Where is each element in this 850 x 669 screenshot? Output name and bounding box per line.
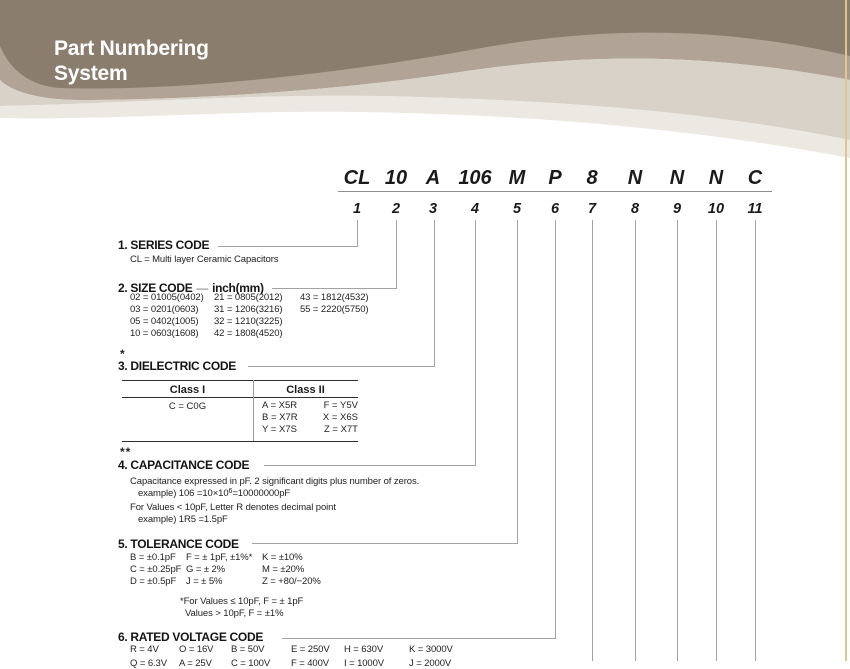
- size-code-cell: 21 = 0805(2012): [214, 292, 283, 303]
- tolerance-cell: Z = +80/−20%: [262, 576, 321, 587]
- table-header-border: [122, 397, 358, 398]
- example-text: =10000000pF: [232, 488, 291, 499]
- section-title: SERIES CODE: [130, 238, 210, 252]
- tolerance-cell: G = ± 2%: [186, 564, 225, 575]
- tolerance-cell: B = ±0.1pF: [130, 552, 176, 563]
- position-number: 2: [391, 201, 401, 217]
- section-title: RATED VOLTAGE CODE: [130, 630, 264, 644]
- voltage-cell: I = 1000V: [344, 658, 385, 669]
- section-tolerance-heading: [118, 537, 239, 551]
- part-number-segment: N: [627, 167, 643, 189]
- position-number: 7: [587, 201, 597, 217]
- section-number: 4.: [118, 458, 128, 472]
- section-number: 2.: [118, 281, 128, 295]
- voltage-cell: C = 100V: [231, 658, 271, 669]
- capacitance-star-note: **: [120, 445, 132, 459]
- class2-row: [262, 412, 358, 423]
- section-title: TOLERANCE CODE: [130, 537, 239, 551]
- class2-row: [262, 400, 358, 411]
- position-number: 8: [630, 201, 640, 217]
- dielectric-code: Y = X7S: [262, 424, 297, 435]
- size-unit-mm: (mm): [235, 281, 264, 295]
- voltage-cell: J = 2000V: [409, 658, 452, 669]
- page-edge-accent-line: [845, 0, 847, 661]
- table-column-divider: [253, 380, 254, 441]
- part-number-segment: 8: [586, 167, 598, 189]
- section-number: 5.: [118, 537, 128, 551]
- leader-line-5: [252, 220, 518, 544]
- voltage-cell: H = 630V: [344, 644, 384, 655]
- section-title: SIZE CODE: [130, 281, 193, 295]
- tolerance-footnote1: *For Values ≤ 10pF, F = ± 1pF: [180, 596, 304, 607]
- size-code-cell: 03 = 0201(0603): [130, 304, 199, 315]
- voltage-cell: E = 250V: [291, 644, 330, 655]
- leader-line-2: [272, 220, 397, 289]
- voltage-cell: B = 50V: [231, 644, 265, 655]
- voltage-cell: F = 400V: [291, 658, 330, 669]
- example-text: example) 106 =10×10: [138, 488, 229, 499]
- position-number: 6: [550, 201, 560, 217]
- position-number: 5: [512, 201, 522, 217]
- part-number-segment: P: [548, 167, 562, 189]
- tolerance-cell: F = ± 1pF, ±1%*: [186, 552, 253, 563]
- part-number-segment: CL: [343, 167, 371, 189]
- section-title: CAPACITANCE CODE: [130, 458, 250, 472]
- voltage-cell: A = 25V: [179, 658, 212, 669]
- position-number: 1: [352, 201, 362, 217]
- voltage-cell: Q = 6.3V: [130, 658, 167, 669]
- section-capacitance-heading: [118, 458, 249, 472]
- section-number: 6.: [118, 630, 128, 644]
- size-code-cell: 32 = 1210(3225): [214, 316, 283, 327]
- page-title-line1: Part Numbering: [54, 37, 209, 60]
- size-code-cell: 02 = 01005(0402): [130, 292, 204, 303]
- section-voltage-heading: [118, 630, 263, 644]
- size-code-cell: 10 = 0603(1608): [130, 328, 199, 339]
- section-series-heading: [118, 238, 209, 252]
- position-number: 3: [428, 201, 438, 217]
- tolerance-cell: C = ±0.25pF: [130, 564, 182, 575]
- position-number: 11: [747, 201, 763, 217]
- capacitance-example1: [138, 488, 290, 499]
- part-number-segment: 106: [458, 167, 492, 189]
- position-number: 9: [672, 201, 682, 217]
- voltage-cell: K = 3000V: [409, 644, 453, 655]
- dielectric-code: A = X5R: [262, 400, 298, 411]
- tolerance-cell: D = ±0.5pF: [130, 576, 177, 587]
- capacitance-example2: example) 1R5 =1.5pF: [138, 514, 228, 525]
- table-top-border: [122, 380, 358, 381]
- part-number-segment: N: [669, 167, 685, 189]
- series-description: CL = Multi layer Ceramic Capacitors: [130, 254, 279, 265]
- section-number: 1.: [118, 238, 128, 252]
- section-dielectric-heading: [118, 359, 236, 373]
- size-code-cell: 31 = 1206(3216): [214, 304, 283, 315]
- part-number-segment: N: [708, 167, 724, 189]
- capacitance-line2: For Values < 10pF, Letter R denotes decimal point: [130, 502, 336, 513]
- dielectric-code: Z = X7T: [323, 424, 358, 435]
- size-code-cell: 05 = 0402(1005): [130, 316, 199, 327]
- part-number-segment: C: [747, 167, 763, 189]
- dielectric-code: X = X6S: [322, 412, 358, 423]
- part-number-segment: 10: [384, 167, 408, 189]
- section-number: 3.: [118, 359, 128, 373]
- class1-value: C = C0G: [168, 401, 207, 412]
- tolerance-cell: M = ±20%: [262, 564, 305, 575]
- position-number: 10: [707, 201, 725, 217]
- tolerance-cell: K = ±10%: [262, 552, 303, 563]
- page-title-line2: System: [54, 62, 128, 85]
- table-bottom-border: [122, 441, 358, 442]
- part-number-segment: A: [425, 167, 441, 189]
- exponent: 6: [228, 487, 233, 495]
- leader-line-1: [218, 220, 358, 247]
- table-header-class1: Class I: [169, 384, 206, 396]
- class2-row: [262, 424, 358, 435]
- section-title: DIELECTRIC CODE: [130, 359, 236, 373]
- part-number-segment: M: [508, 167, 526, 189]
- dielectric-star-note: *: [120, 347, 126, 361]
- dielectric-code: B = X7R: [262, 412, 298, 423]
- voltage-cell: R = 4V: [130, 644, 159, 655]
- table-header-class2: Class II: [286, 384, 325, 396]
- capacitance-line1: Capacitance expressed in pF. 2 significant digits plus number of zeros.: [130, 476, 420, 487]
- dielectric-code: F = Y5V: [323, 400, 358, 411]
- dash: —: [196, 281, 209, 295]
- size-code-cell: 55 = 2220(5750): [300, 304, 369, 315]
- size-code-cell: 43 = 1812(4532): [300, 292, 369, 303]
- tolerance-cell: J = ± 5%: [186, 576, 223, 587]
- voltage-cell: O = 16V: [179, 644, 214, 655]
- tolerance-footnote2: Values > 10pF, F = ±1%: [185, 608, 284, 619]
- size-unit: inch: [212, 281, 236, 295]
- size-code-cell: 42 = 1808(4520): [214, 328, 283, 339]
- position-number: 4: [470, 201, 480, 217]
